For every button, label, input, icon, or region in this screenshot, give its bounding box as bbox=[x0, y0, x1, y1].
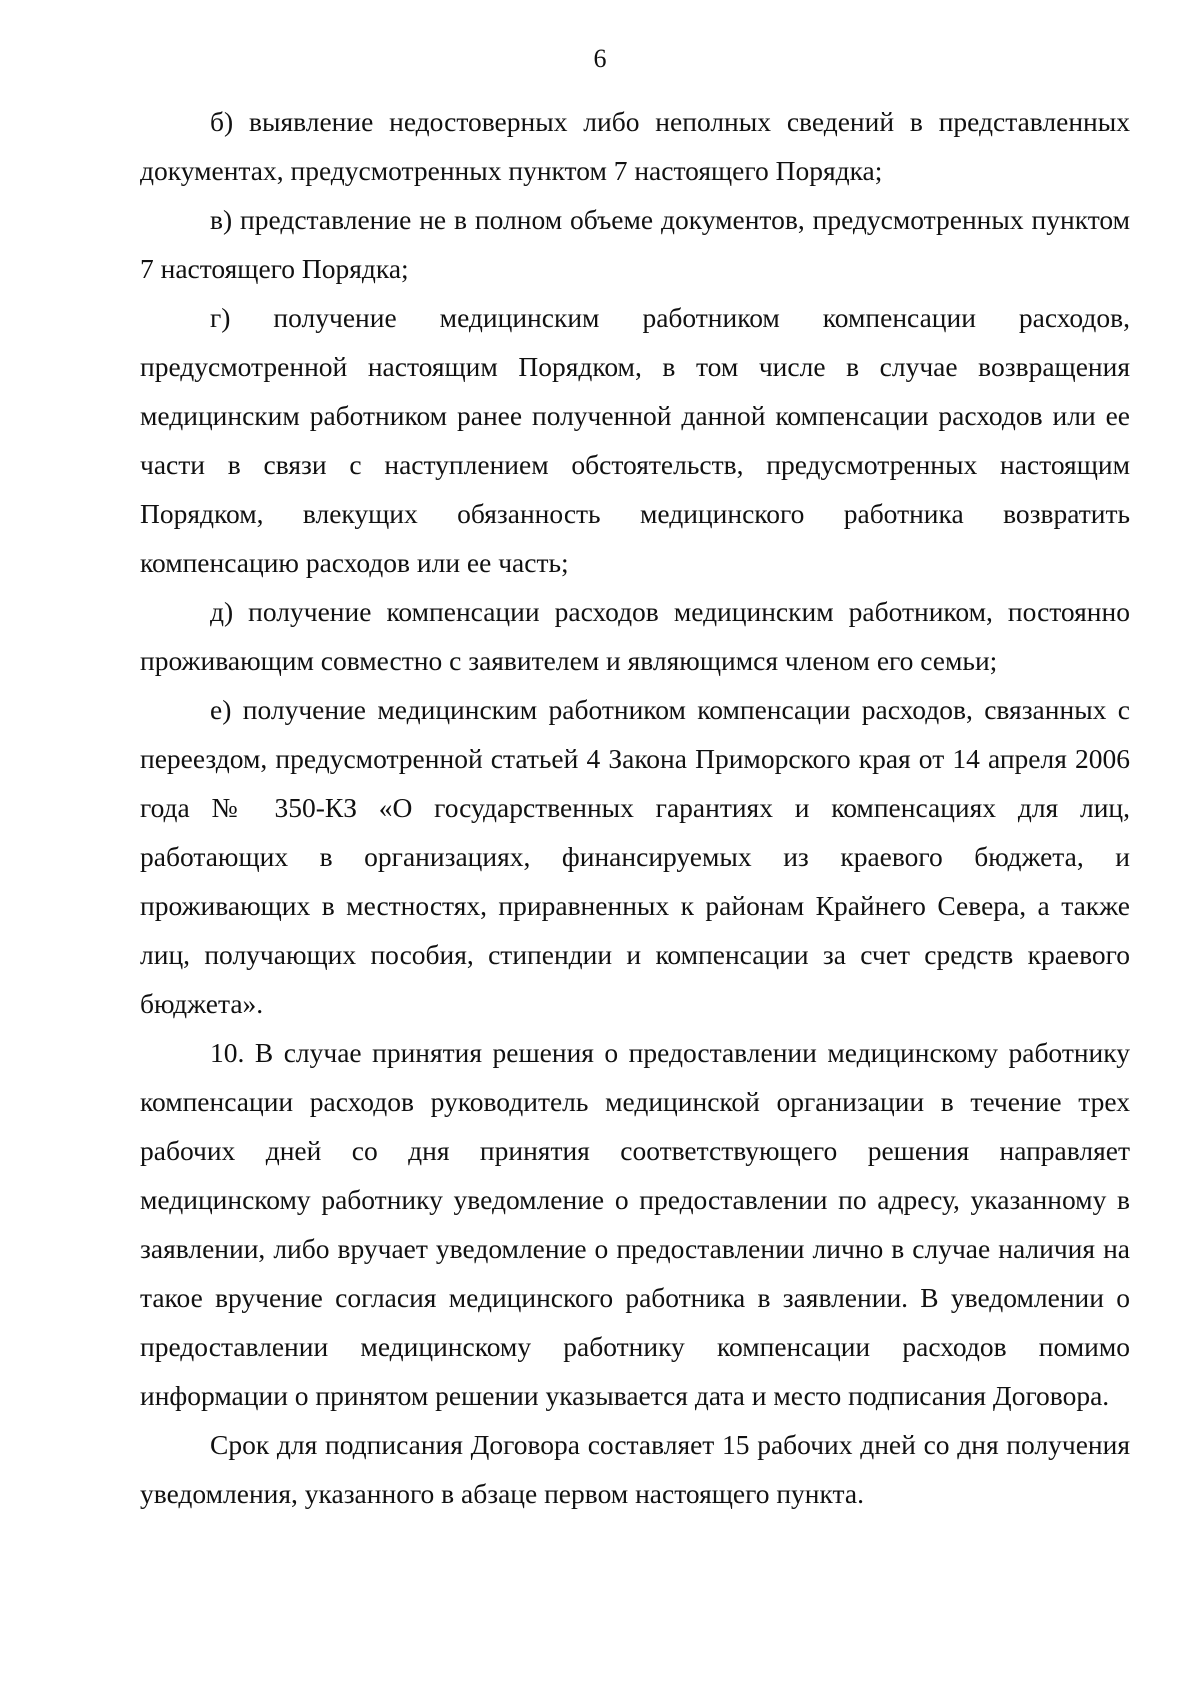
page-number: 6 bbox=[593, 44, 607, 73]
paragraph-e: е) получение медицинским работником компенсации расходов, связанных с переездом, предусмотренной статьей 4 Закона Приморского края от 14 апреля 2006 года № 350-КЗ «О государственных гарантиях и компенсациях для лиц, работающих в организациях, финансируемых из краевого бюджета, и проживающих в местностях, приравненных к районам Крайнего Севера, а также лиц, получающих пособия, стипендии и компенсации за счет средств краевого бюджета». bbox=[140, 694, 1130, 1019]
paragraph-b: б) выявление недостоверных либо неполных сведений в представленных документах, предусмотренных пунктом 7 настоящего Порядка; bbox=[140, 106, 1130, 186]
paragraph-10: 10. В случае принятия решения о предоставлении медицинскому работнику компенсации расходов руководитель медицинской организации в течение трех рабочих дней со дня принятия соответствующего решения направляет медицинскому работнику уведомление о предоставлении по адресу, указанному в заявлении, либо вручает уведомление о предоставлении лично в случае наличия на такое вручение согласия медицинского работника в заявлении. В уведомлении о предоставлении медицинскому работнику компенсации расходов помимо информации о принятом решении указывается дата и место подписания Договора. bbox=[140, 1037, 1130, 1411]
paragraph-g: г) получение медицинским работником компенсации расходов, предусмотренной настоящим Порядком, в том числе в случае возвращения медицинским работником ранее полученной данной компенсации расходов или ее части в связи с наступлением обстоятельств, предусмотренных настоящим Порядком, влекущих обязанность медицинского работника возвратить компенсацию расходов или ее часть; bbox=[140, 302, 1130, 578]
paragraph-deadline: Срок для подписания Договора составляет 15 рабочих дней со дня получения уведомления, указанного в абзаце первом настоящего пункта. bbox=[140, 1429, 1130, 1509]
document-body bbox=[140, 97, 1130, 1518]
paragraph-d: д) получение компенсации расходов медицинским работником, постоянно проживающим совместно с заявителем и являющимся членом его семьи; bbox=[140, 596, 1130, 676]
paragraph-v: в) представление не в полном объеме документов, предусмотренных пунктом 7 настоящего Порядка; bbox=[140, 204, 1130, 284]
